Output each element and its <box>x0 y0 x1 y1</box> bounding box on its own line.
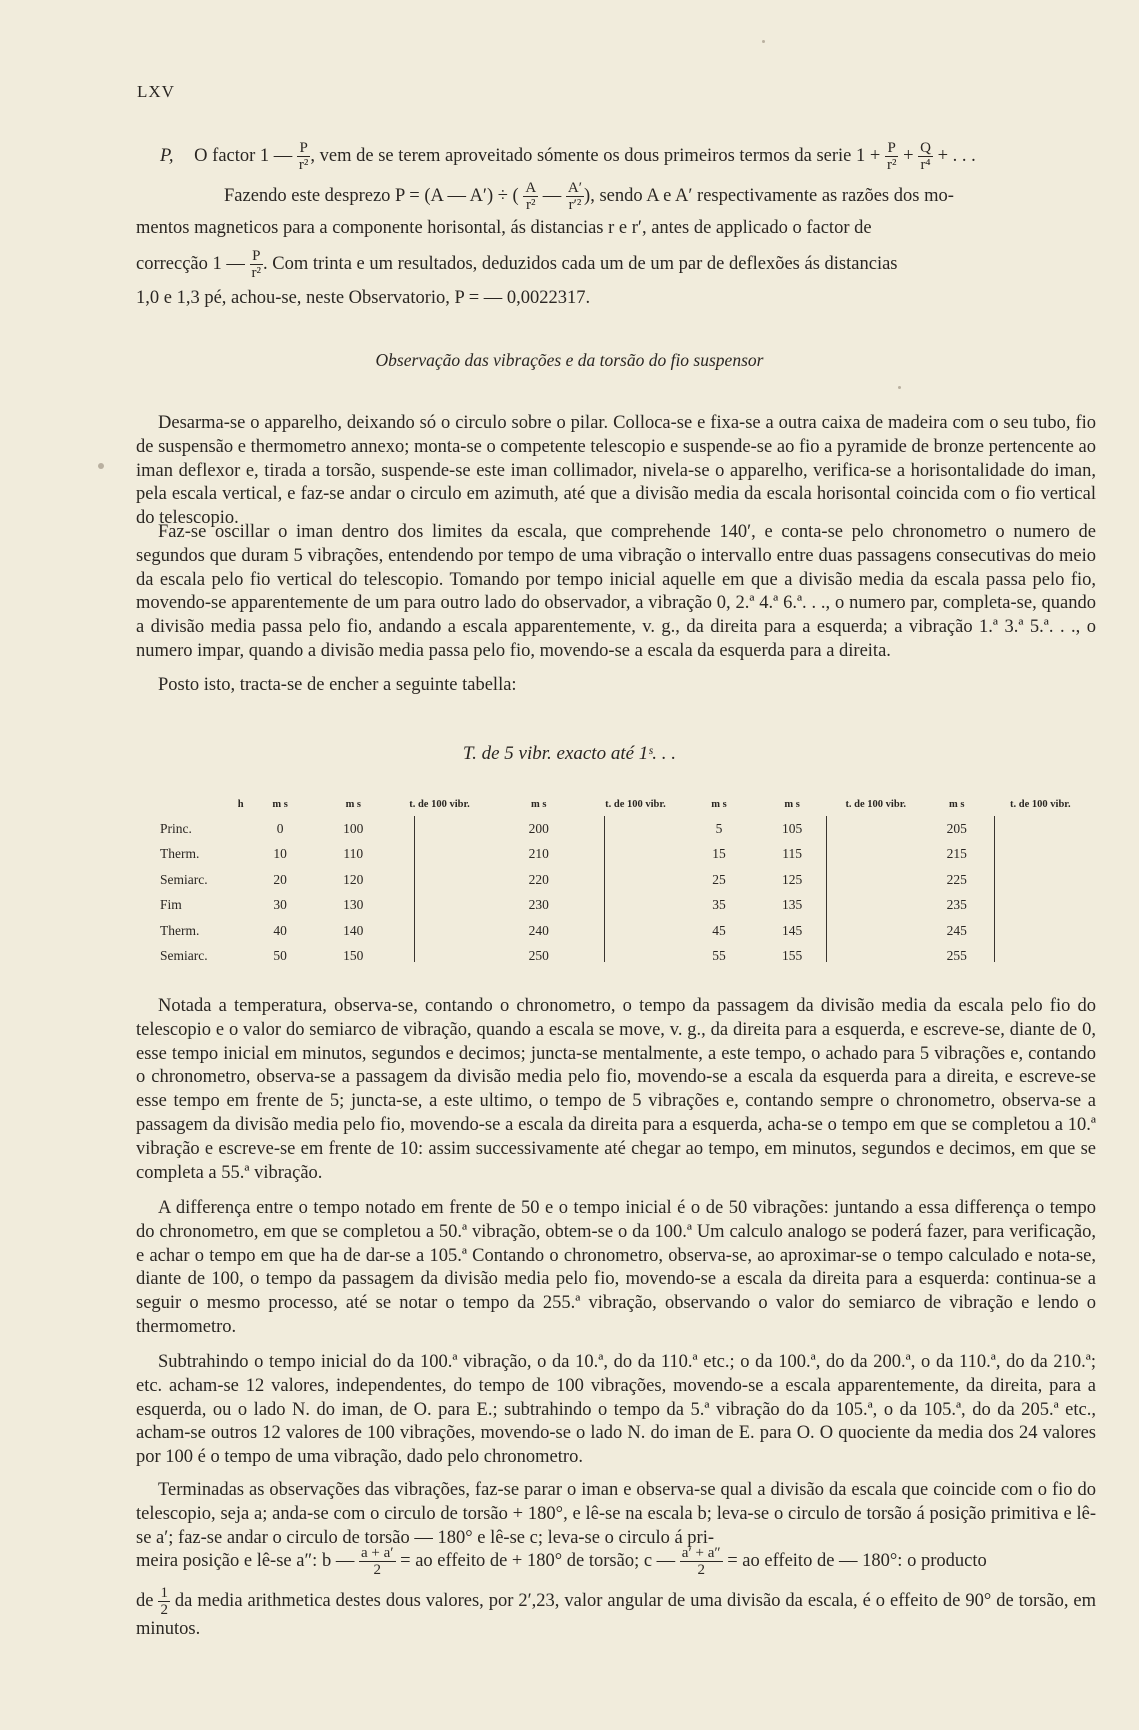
col-header: m s <box>531 799 547 810</box>
section-title: Observação das vibrações e da torsão do fio suspensor <box>375 350 764 370</box>
cell: 210 <box>528 846 549 862</box>
paper-spot <box>898 386 901 389</box>
col-header: m s <box>784 799 800 810</box>
paper-spot <box>762 40 765 43</box>
cell: 220 <box>528 871 549 887</box>
paragraph-6: Subtrahindo o tempo inicial do da 100.ª vibração, o da 10.ª, do da 110.ª etc.; o da 100.ª, do da 200.ª, o da 110.ª, do da 210.ª; etc. acham-se 12 valores, independentes, do tempo de 100 vibrações, movendo-se a escala apparentemente, da direita, para a esquerda, ou o lado N. do iman, de O. para E.; subtrahindo o tempo da 5.ª vibração do da 105.ª, o da 105.ª, do da 205.ª etc., acham-se outros 12 valores de 100 vibrações, movendo-se o lado N. do iman de E. para O. O quociente da media dos 24 valores por 100 é o tempo de uma vibração, dado pelo chronometro. <box>136 1352 1096 1468</box>
table-title: T. de 5 vibr. exacto até 1ˢ. . . <box>462 743 677 764</box>
cell: 45 <box>712 922 726 938</box>
intro-text: O factor 1 — <box>194 145 293 166</box>
fraction: $\frac{P}{\text{r²}}$ <box>298 140 309 173</box>
cell: 225 <box>946 871 967 887</box>
row-label: Therm. <box>160 846 200 862</box>
cell: 135 <box>782 897 803 913</box>
page-number: LXV <box>137 82 175 101</box>
table-row <box>160 918 1090 944</box>
cell: 125 <box>782 871 803 887</box>
fraction: $\frac{A}{\text{r²}}$ <box>525 180 537 213</box>
fraction: $\frac{P}{\text{r²}}$ <box>251 248 262 281</box>
cell: 230 <box>528 897 549 913</box>
table-rule <box>414 816 415 962</box>
fraction: $\frac{a' + a''}{2}$ <box>681 1545 721 1578</box>
intro-line-1: P, O factor 1 — $\frac{P}{\text{r²}}$ , vem de se terem aproveitado sómente os dous primeiros termos da serie 1 + $\frac{P}{\text{r²}}$ + $\frac{Q}{\text{r⁴}}$ + . . . <box>160 140 976 173</box>
cell: 150 <box>343 948 364 964</box>
table-row <box>160 867 1090 893</box>
col-header: h <box>237 799 244 810</box>
table-rule <box>994 816 995 962</box>
col-header: t. de 100 vibr. <box>1010 799 1071 810</box>
col-header: m s <box>345 799 362 810</box>
cell: 105 <box>782 820 803 836</box>
table-row <box>160 816 1090 842</box>
row-label: Princ. <box>160 820 192 836</box>
intro-text: correcção 1 — <box>136 253 245 274</box>
cell: 20 <box>273 871 287 887</box>
cell: 120 <box>343 871 364 887</box>
intro-line-4 <box>136 248 898 281</box>
cell: 35 <box>712 897 726 913</box>
cell: 15 <box>712 846 726 862</box>
table-row <box>160 944 1090 970</box>
fraction: $\frac{a + a'}{2}$ <box>360 1545 394 1578</box>
paragraph-1: Desarma-se o apparelho, deixando só o circulo sobre o pilar. Colloca-se e fixa-se a outra caixa de madeira com o seu tubo, fio de suspensão e thermometro annexo; monta-se o competente telescopio e suspende-se ao fio a pyramide de bronze pertencente ao iman deflexor e, tirada a torsão, suspende-se este iman collimador, nivela-se o apparelho, verifica-se a horisontalidade do iman, pela escala vertical, e faz-se andar o circulo em azimuth, até que a divisão media da escala horisontal coincida com o fio vertical do telescopio. <box>136 413 1096 529</box>
col-header: t. de 100 vibr. <box>605 799 666 810</box>
row-label: Semiarc. <box>160 871 208 887</box>
col-header: m s <box>272 799 288 810</box>
paragraph-3: Posto isto, tracta-se de encher a seguinte tabella: <box>158 675 517 695</box>
cell: 245 <box>946 922 967 938</box>
fraction: $\frac{Q}{\text{r⁴}}$ <box>920 140 931 173</box>
paragraph-5: A differença entre o tempo notado em frente de 50 e o tempo inicial é o de 50 vibrações: juntando a essa differença o tempo do chronometro, em que se completou a 50.ª vibração, obtem-se o da 100.ª Um calculo analogo se poderá fazer, para verificação, e achar o tempo em que ha de dar-se a 105.ª Contando o chronometro, observa-se, ao aproximar-se o tempo calculado e nota-se, diante de 100, o tempo da passagem da divisão media pelo fio, movendo-se a escala da direita para a esquerda: continua-se a seguir o mesmo processo, até se notar o tempo da 255.ª vibração, observando o valor do semiarco de vibração e lendo o thermometro. <box>136 1198 1096 1337</box>
intro-text: ), sendo A e A′ respectivamente as razões dos mo- <box>584 185 954 206</box>
table-header-row <box>160 799 1090 816</box>
cell: 50 <box>273 948 287 964</box>
intro-line-3: mentos magneticos para a componente horisontal, ás distancias r e r′, antes de applicado o factor de <box>136 218 872 238</box>
cell: 155 <box>782 948 803 964</box>
paragraph-7-end: de $\frac{1}{2}$ da media arithmetica destes dous valores, por 2′,23, valor angular de uma divisão da escala, é o effeito de 90° de torsão, em minutos. <box>136 1585 1097 1639</box>
cell: 5 <box>715 820 723 836</box>
intro-text: . Com trinta e um resultados, deduzidos cada um de um par de deflexões ás distancias <box>263 253 898 274</box>
cell: 215 <box>946 846 967 862</box>
table-row <box>160 842 1090 868</box>
row-label: Therm. <box>160 922 200 938</box>
cell: 115 <box>782 846 803 862</box>
cell: 10 <box>273 846 287 862</box>
paragraph-2: Faz-se oscillar o iman dentro dos limites da escala, que comprehende 140′, e conta-se pelo chronometro o numero de segundos que duram 5 vibrações, entendendo por tempo de uma vibração o intervallo entre duas passagens consecutivas do meio da escala pelo fio vertical do telescopio. Tomando por tempo inicial aquelle em que a divisão media da escala passa pelo fio, movendo-se apparentemente de um para outro lado do observador, a vibração 0, 2.ª 4.ª 6.ª. . ., o numero par, completa-se, quando a divisão media passa pelo fio, andando a escala apparentemente, v. g., da direita para a esquerda; a vibração 1.ª 3.ª 5.ª. . ., o numero impar, quando a divisão media passa pelo fio, movendo-se a escala da esquerda para a direita. <box>136 522 1096 661</box>
cell: 205 <box>946 820 967 836</box>
torsion-formula-line: meira posição e lê-se a″: b — $\frac{a + a'}{2}$ = ao effeito de + 180° de torsão; c — $\frac{a' + a''}{2}$ = ao effeito de — 180°: o producto <box>136 1545 987 1578</box>
table-rule <box>604 816 605 962</box>
left-label: P, <box>160 145 174 166</box>
col-header: m s <box>711 799 727 810</box>
cell: 250 <box>528 948 549 964</box>
cell: 0 <box>276 820 284 836</box>
cell: 100 <box>343 820 364 836</box>
cell: 25 <box>712 871 726 887</box>
table-rule <box>826 816 827 962</box>
fraction: $\frac{A'}{\text{r′²}}$ <box>567 180 583 213</box>
paragraph-4: Notada a temperatura, observa-se, contando o chronometro, o tempo da passagem da divisão media da escala pelo fio do telescopio e o valor do semiarco de vibração, quando a escala se move, v. g., da direita para a esquerda, e escreve-se, diante de 0, esse tempo inicial em minutos, segundos e decimos; juncta-se mentalmente, a este tempo, o achado para 5 vibrações e, contando o chronometro, observa-se a passagem da divisão media pelo fio, movendo-se a escala da esquerda para a direita, e escreve-se esse tempo em frente de 5; juncta-se, a este ultimo, o tempo de 5 vibrações e, contando sempre o chronometro, observa-se a passagem da divisão media pelo fio, movendo-se a escala da direita para a esquerda, acha-se o tempo em que se completou a 10.ª vibração e escreve-se em frente de 10: assim successivamente até chegar ao tempo, em minutos, segundos e decimos, em que se completa a 55.ª vibração. <box>136 996 1096 1183</box>
cell: 145 <box>782 922 803 938</box>
fraction: $\frac{1}{2}$ <box>160 1585 168 1618</box>
col-header: t. de 100 vibr. <box>845 799 907 810</box>
col-header: m s <box>948 799 965 810</box>
cell: 130 <box>343 897 364 913</box>
cell: 110 <box>343 846 364 862</box>
intro-text: Fazendo este desprezo P = (A — A′) ÷ ( <box>224 185 519 206</box>
cell: 240 <box>528 922 549 938</box>
col-header: t. de 100 vibr. <box>409 799 470 810</box>
paper-spot <box>98 463 104 469</box>
row-label: Fim <box>160 897 182 913</box>
table-row <box>160 893 1090 919</box>
observation-table <box>160 799 1090 969</box>
intro-line-5: 1,0 e 1,3 pé, achou-se, neste Observatorio, P = — 0,0022317. <box>136 288 591 308</box>
cell: 255 <box>946 948 967 964</box>
fraction: $\frac{P}{\text{r²}}$ <box>886 140 897 173</box>
intro-line-2: Fazendo este desprezo P = (A — A′) ÷ ( $\frac{A}{\text{r²}}$ — $\frac{A'}{\text{r′²}}$ ), sendo A e A′ respectivamente as razões dos mo- <box>224 180 954 213</box>
paragraph-7: Terminadas as observações das vibrações, faz-se parar o iman e observa-se qual a divisão da escala que coincide com o fio do telescopio, seja a; anda-se com o circulo de torsão + 180°, e lê-se na escala b; leva-se o circulo de torsão á posição primitiva e lê-se a′; faz-se andar o circulo de torsão — 180° e lê-se c; leva-se o circulo á pri- <box>136 1480 1096 1548</box>
cell: 40 <box>273 922 287 938</box>
cell: 55 <box>712 948 726 964</box>
cell: 140 <box>343 922 364 938</box>
cell: 30 <box>273 897 287 913</box>
row-label: Semiarc. <box>160 948 208 964</box>
cell: 200 <box>528 820 549 836</box>
cell: 235 <box>946 897 967 913</box>
intro-text: , vem de se terem aproveitado sómente os dous primeiros termos da serie 1 + <box>310 145 881 166</box>
